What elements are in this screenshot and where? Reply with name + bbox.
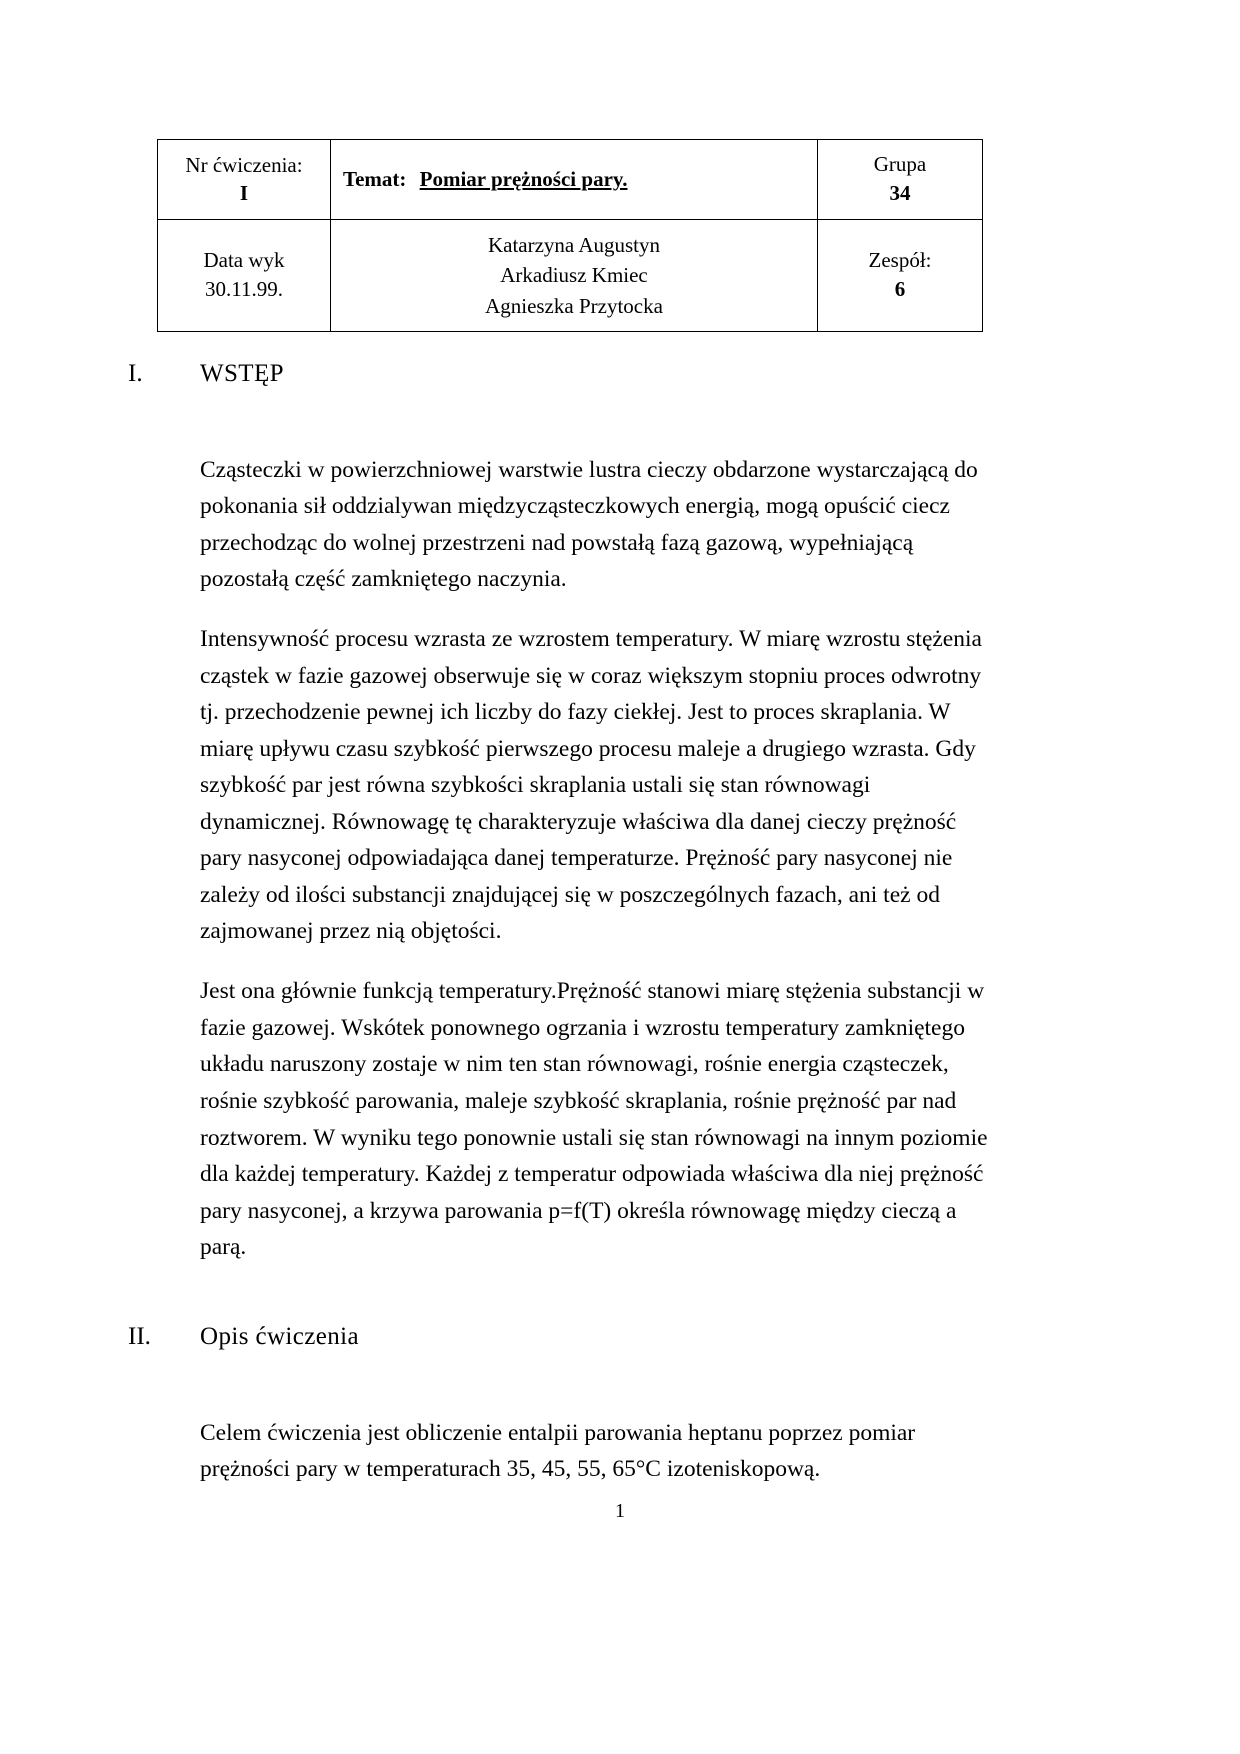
paragraph: Cząsteczki w powierzchniowej warstwie lustra cieczy obdarzone wystarczającą do pokonania sił oddzialywan międzycząsteczkowych energią, mogą opuścić ciecz przechodząc do wolnej przestrzeni nad powstałą fazą gazową, wypełniającą pozostałą część zamkniętego naczynia. — [200, 456, 978, 593]
team-cell — [818, 219, 983, 331]
topic-label: Temat: — [343, 166, 407, 191]
topic-value: Pomiar prężności pary. — [419, 166, 628, 191]
date-cell — [158, 219, 331, 331]
team-value: 6 — [894, 277, 906, 302]
exercise-number-label: Nr ćwiczenia: — [185, 153, 303, 178]
authors-cell — [331, 219, 818, 331]
section-title: Opis ćwiczenia — [200, 1323, 360, 1351]
author-name: Agnieszka Przytocka — [485, 293, 663, 318]
topic-cell — [331, 140, 818, 220]
section-number: I. — [128, 360, 143, 387]
date-label: Data wyk — [203, 248, 285, 273]
paragraph: Jest ona głównie funkcją temperatury.Prężność stanowi miarę stężenia substancji w fazie gazowej. Wskótek ponownego ogrzania i wzrostu temperatury zamkniętego układu naruszony zostaje w nim ten stan równowagi, rośnie energia cząsteczek, rośnie szybkość parowania, maleje szybkość skraplania, rośnie prężność par nad roztworem. W wyniku tego ponownie ustali się stan równowagi na innym poziomie dla każdej temperatury. Każdej z temperatur odpowiada właściwa dla niej prężność pary nasyconej, a krzywa parowania p=f(T) określa równowagę między cieczą a parą. — [200, 978, 988, 1261]
section-title: WSTĘP — [200, 360, 284, 387]
group-cell — [818, 140, 983, 220]
document-body — [0, 360, 1240, 1511]
section-heading — [128, 1323, 1240, 1351]
lab-report-header-table — [157, 139, 983, 332]
paragraph: Intensywność procesu wzrasta ze wzrostem temperatury. W miarę wzrostu stężenia cząstek w fazie gazowej obserwuje się w coraz większym stopniu proces odwrotny tj. przechodzenie pewnej ich liczby do fazy ciekłej. Jest to proces skraplania. W miarę upływu czasu szybkość pierwszego procesu maleje a drugiego wzrasta. Gdy szybkość par jest równa szybkości skraplania ustali się stan równowagi dynamicznej. Równowagę tę charakteryzuje właściwa dla danej cieczy prężność pary nasyconej odpowiadająca danej temperaturze. Prężność pary nasyconej nie zależy od ilości substancji znajdującej się w poszczególnych fazach, ani też od zajmowanej przez nią objętości. — [200, 626, 982, 945]
table-row — [158, 140, 983, 220]
table-row — [158, 219, 983, 331]
exercise-number-value: I — [239, 181, 249, 206]
page-number: 1 — [615, 1500, 625, 1522]
section-number: II. — [128, 1323, 151, 1351]
section-wstep — [0, 360, 1240, 1266]
author-name: Katarzyna Augustyn — [487, 232, 661, 257]
exercise-number-cell — [158, 140, 331, 220]
date-value: 30.11.99. — [205, 277, 283, 302]
paragraph: Celem ćwiczenia jest obliczenie entalpii parowania heptanu poprzez pomiar prężności pary w temperaturach 35, 45, 55, 65°C izoteniskopową. — [200, 1419, 916, 1483]
section-heading — [128, 360, 1240, 388]
section-opis-cwiczenia — [0, 1323, 1240, 1488]
team-label: Zespół: — [868, 248, 932, 273]
author-name: Arkadiusz Kmiec — [500, 263, 648, 288]
group-label: Grupa — [873, 152, 927, 176]
group-value: 34 — [889, 181, 911, 206]
